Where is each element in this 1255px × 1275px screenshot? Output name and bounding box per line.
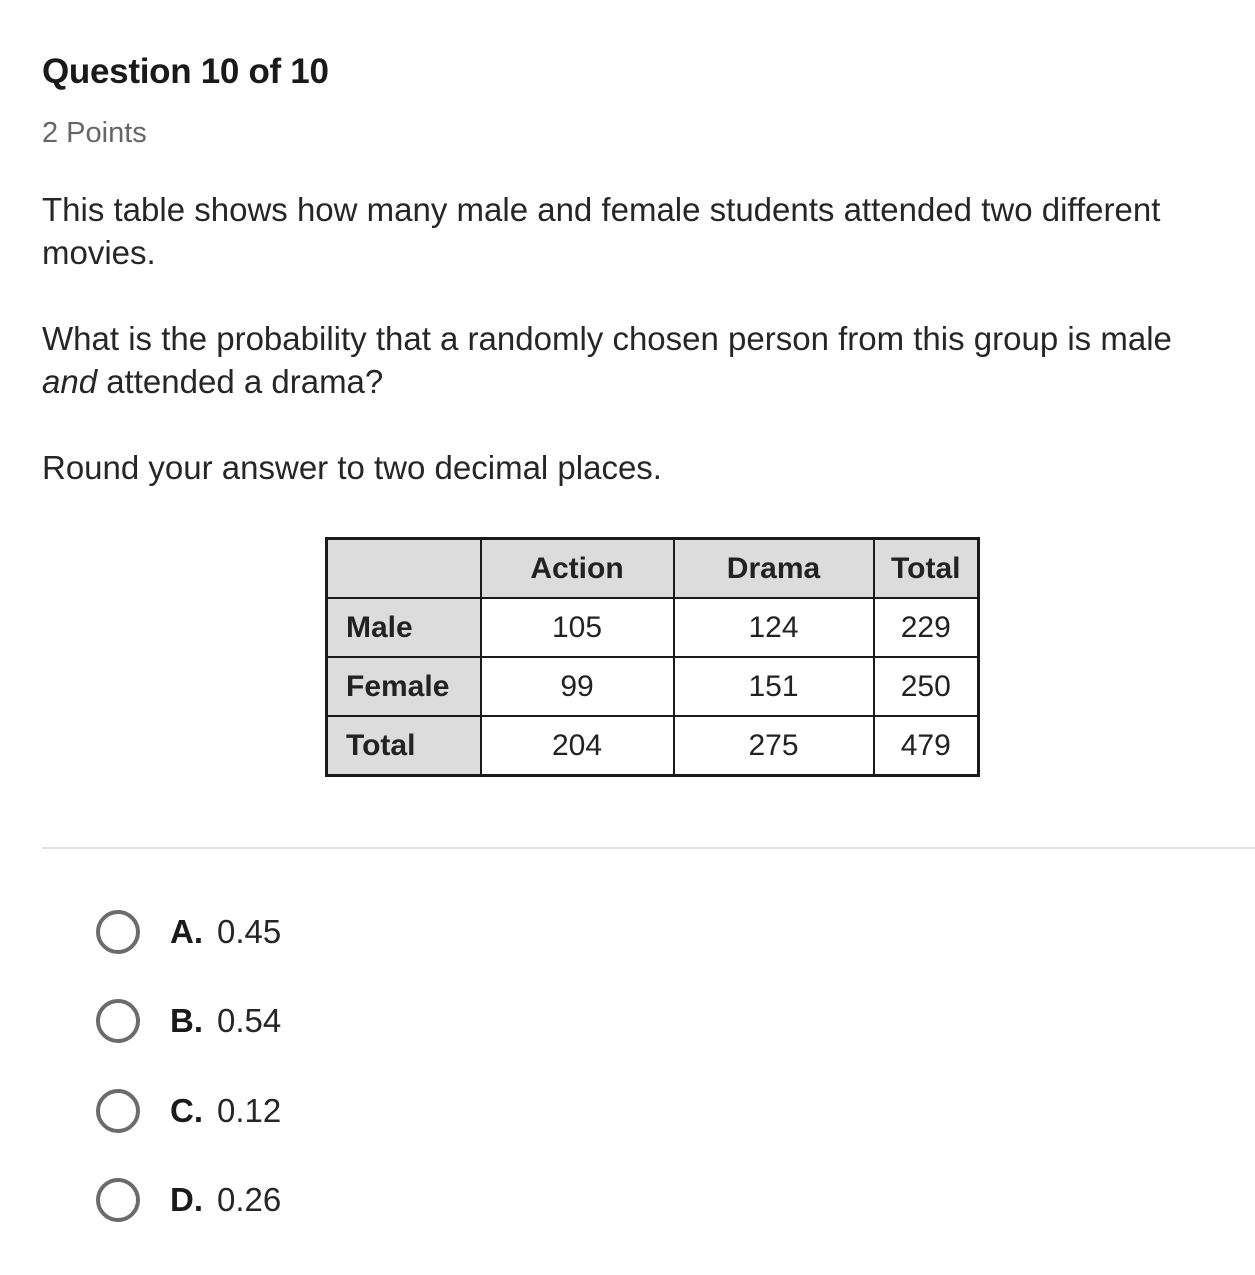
two-way-table — [325, 537, 980, 777]
answer-option-c[interactable] — [96, 1088, 281, 1134]
prompt-text-end: attended a drama? — [97, 363, 384, 400]
table-row — [327, 657, 979, 716]
answer-option-b[interactable] — [96, 998, 281, 1044]
question-instruction: Round your answer to two decimal places. — [42, 449, 662, 486]
option-letter: C. — [170, 1092, 203, 1129]
table-header-drama: Drama — [674, 539, 874, 599]
table-row — [327, 598, 979, 657]
prompt-emphasis: and — [42, 363, 98, 400]
radio-unselected-icon[interactable] — [96, 1089, 140, 1133]
question-intro: This table shows how many male and female students attended two different movies. — [42, 191, 1161, 271]
table-row-label: Female — [327, 657, 481, 716]
answer-option-a[interactable] — [96, 909, 281, 955]
table-cell: 229 — [874, 598, 979, 657]
question-points: 2 Points — [42, 117, 147, 149]
section-divider — [42, 847, 1255, 849]
table-cell: 479 — [874, 716, 979, 776]
table-header-row — [327, 539, 979, 599]
table-cell: 151 — [674, 657, 874, 716]
option-text: 0.45 — [217, 913, 282, 950]
table-corner-cell — [327, 539, 481, 599]
table-cell: 99 — [481, 657, 674, 716]
table-cell: 204 — [481, 716, 674, 776]
table-cell: 105 — [481, 598, 674, 657]
table-cell: 250 — [874, 657, 979, 716]
radio-unselected-icon[interactable] — [96, 999, 140, 1043]
table-header-total: Total — [874, 539, 979, 599]
table-row-label: Male — [327, 598, 481, 657]
option-text: 0.12 — [217, 1092, 282, 1129]
question-prompt — [42, 317, 1232, 403]
answer-option-d[interactable] — [96, 1177, 281, 1223]
question-title: Question 10 of 10 — [42, 52, 329, 91]
prompt-text-start: What is the probability that a randomly chosen person from this group is male — [42, 320, 1172, 357]
option-text: 0.54 — [217, 1002, 282, 1039]
table-cell: 275 — [674, 716, 874, 776]
table-row-label: Total — [327, 716, 481, 776]
option-letter: B. — [170, 1002, 203, 1039]
option-letter: A. — [170, 913, 203, 950]
table-cell: 124 — [674, 598, 874, 657]
option-letter: D. — [170, 1181, 203, 1218]
radio-unselected-icon[interactable] — [96, 1178, 140, 1222]
option-text: 0.26 — [217, 1181, 282, 1218]
radio-unselected-icon[interactable] — [96, 910, 140, 954]
table-header-action: Action — [481, 539, 674, 599]
table-row — [327, 716, 979, 776]
